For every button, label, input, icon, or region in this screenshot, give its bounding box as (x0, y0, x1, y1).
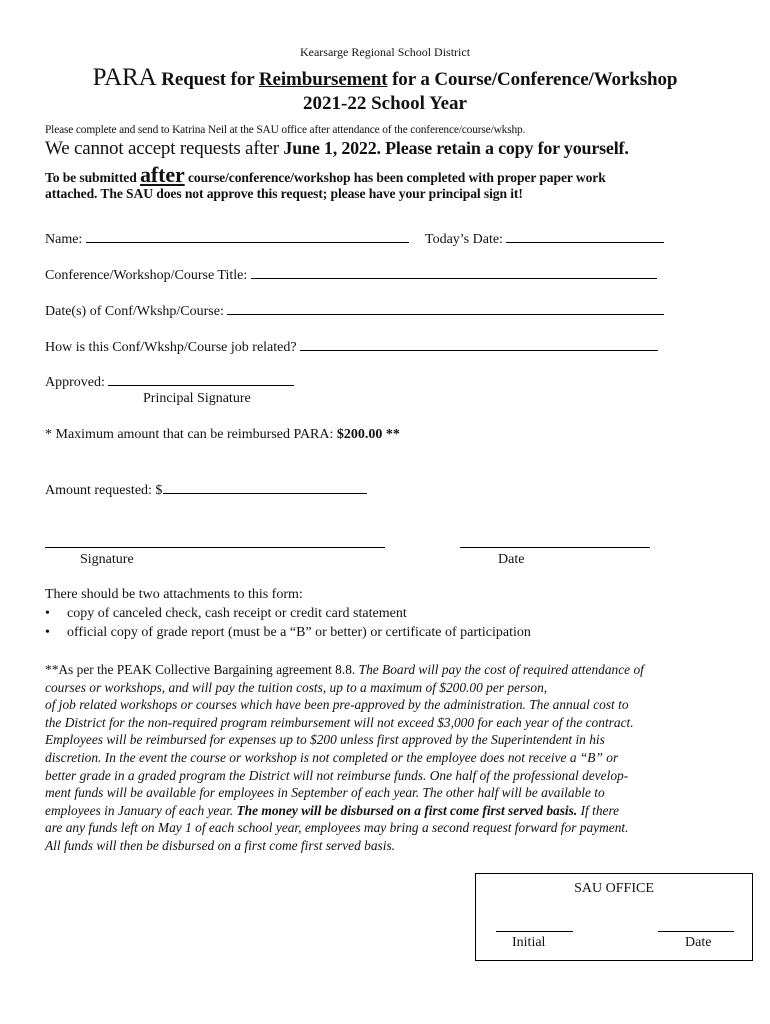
agreement-text: employees in January of each year. (45, 802, 237, 818)
deadline-warning-a: We cannot accept requests after (45, 138, 284, 159)
agreement-text: The annual cost to (529, 697, 629, 713)
course-title-field[interactable] (251, 266, 657, 279)
agreement-line: Employees will be reimbursed for expenses up to $200 unless first approved by the Superintendent in his (45, 732, 605, 748)
name-label: Name: (45, 232, 83, 247)
sau-office-title: SAU OFFICE (574, 881, 654, 896)
agreement-line: ment funds will be available for employees in September of each year. The other half will be available to (45, 785, 605, 801)
deadline-warning (45, 138, 629, 160)
signature-line[interactable] (45, 547, 385, 548)
instruction-small: Please complete and send to Katrina Neil at the SAU office after attendance of the conference/course/wkshp. (45, 124, 526, 136)
agreement-text: of job related workshops or courses which have been pre-approved by the administration. (45, 697, 530, 713)
submit-instruction-line2: attached. The SAU does not approve this request; please have your principal sign it! (45, 186, 523, 201)
attachment-text-1: copy of canceled check, cash receipt or credit card statement (67, 606, 407, 621)
submit-instruction-line1 (45, 162, 606, 188)
max-amount (45, 427, 400, 443)
title-para: PARA (92, 64, 157, 91)
amount-requested-row (45, 481, 367, 499)
agreement-line: better grade in a graded program the District will not reimburse funds. One half of the professional develop- (45, 767, 629, 783)
agreement-line: discretion. In the event the course or workshop is not completed or the employee does not receive a “B” or (45, 749, 619, 765)
job-related-field[interactable] (300, 338, 658, 351)
approved-row (45, 373, 294, 391)
name-row (45, 230, 409, 248)
title-row (45, 266, 657, 284)
amount-requested-label: Amount requested: $ (45, 483, 163, 498)
agreement-text: If there (577, 802, 620, 818)
today-date-row (425, 230, 664, 248)
submit-after: after (139, 162, 185, 187)
attachment-item-2 (45, 625, 531, 641)
course-dates-label: Date(s) of Conf/Wkshp/Course: (45, 304, 224, 319)
bullet-icon: • (45, 606, 50, 621)
attachment-item-1 (45, 606, 407, 622)
title-rest: for a Course/Conference/Workshop (387, 69, 678, 90)
approved-label: Approved: (45, 375, 105, 390)
today-date-field[interactable] (506, 230, 664, 243)
title-reimbursement: Reimbursement (258, 69, 388, 90)
job-related-row (45, 338, 658, 356)
date-label: Date (498, 552, 525, 567)
today-date-label: Today’s Date: (425, 232, 503, 247)
agreement-line: the District for the non-required program reimbursement will not exceed $3,000 for each year of the contract. (45, 714, 634, 730)
agreement-line (45, 661, 735, 679)
date-line[interactable] (460, 547, 650, 548)
bullet-icon: • (45, 625, 50, 640)
job-related-label: How is this Conf/Wkshp/Course job related? (45, 340, 297, 355)
name-field[interactable] (86, 230, 409, 243)
agreement-line (45, 696, 735, 714)
max-amount-value: $200.00 ** (336, 427, 400, 442)
agreement-line: courses or workshops, and will pay the tuition costs, up to a maximum of $200.00 per person, (45, 679, 548, 695)
sau-initial-label: Initial (512, 935, 546, 950)
max-amount-text: * Maximum amount that can be reimbursed PARA: (45, 427, 337, 442)
approved-signature-field[interactable] (108, 373, 294, 386)
principal-signature-label: Principal Signature (143, 391, 251, 406)
agreement-ref: **As per the PEAK Collective Bargaining agreement 8.8. (45, 662, 359, 677)
district-name: Kearsarge Regional School District (299, 45, 471, 59)
submit-a: To be submitted (45, 170, 140, 185)
sau-office-box (475, 873, 753, 961)
amount-requested-field[interactable] (163, 481, 367, 494)
sau-date-label: Date (685, 935, 712, 950)
course-dates-field[interactable] (227, 302, 664, 315)
agreement-line: All funds will then be disbursed on a first come first served basis. (45, 837, 396, 853)
signature-label: Signature (80, 552, 134, 567)
dates-row (45, 302, 664, 320)
agreement-emphasis: The money will be disbursed on a first come first served basis. (236, 802, 578, 818)
agreement-line: are any funds left on May 1 of each school year, employees may bring a second request forward for payment. (45, 820, 629, 836)
deadline-warning-b: June 1, 2022. Please retain a copy for yourself. (283, 138, 629, 158)
attachments-intro: There should be two attachments to this form: (45, 587, 303, 602)
agreement-paragraph (45, 661, 735, 855)
agreement-text: The Board will pay the cost of required attendance of (358, 662, 644, 677)
submit-b: course/conference/workshop has been completed with proper paper work (184, 170, 606, 185)
course-title-label: Conference/Workshop/Course Title: (45, 268, 248, 283)
sau-initial-line[interactable] (496, 931, 573, 932)
agreement-line (45, 802, 735, 820)
form-title (0, 64, 770, 92)
sau-date-line[interactable] (658, 931, 734, 932)
attachment-text-2: official copy of grade report (must be a “B” or better) or certificate of participation (67, 625, 531, 640)
title-request: Request for (156, 69, 259, 90)
school-year: 2021-22 School Year (303, 93, 467, 114)
